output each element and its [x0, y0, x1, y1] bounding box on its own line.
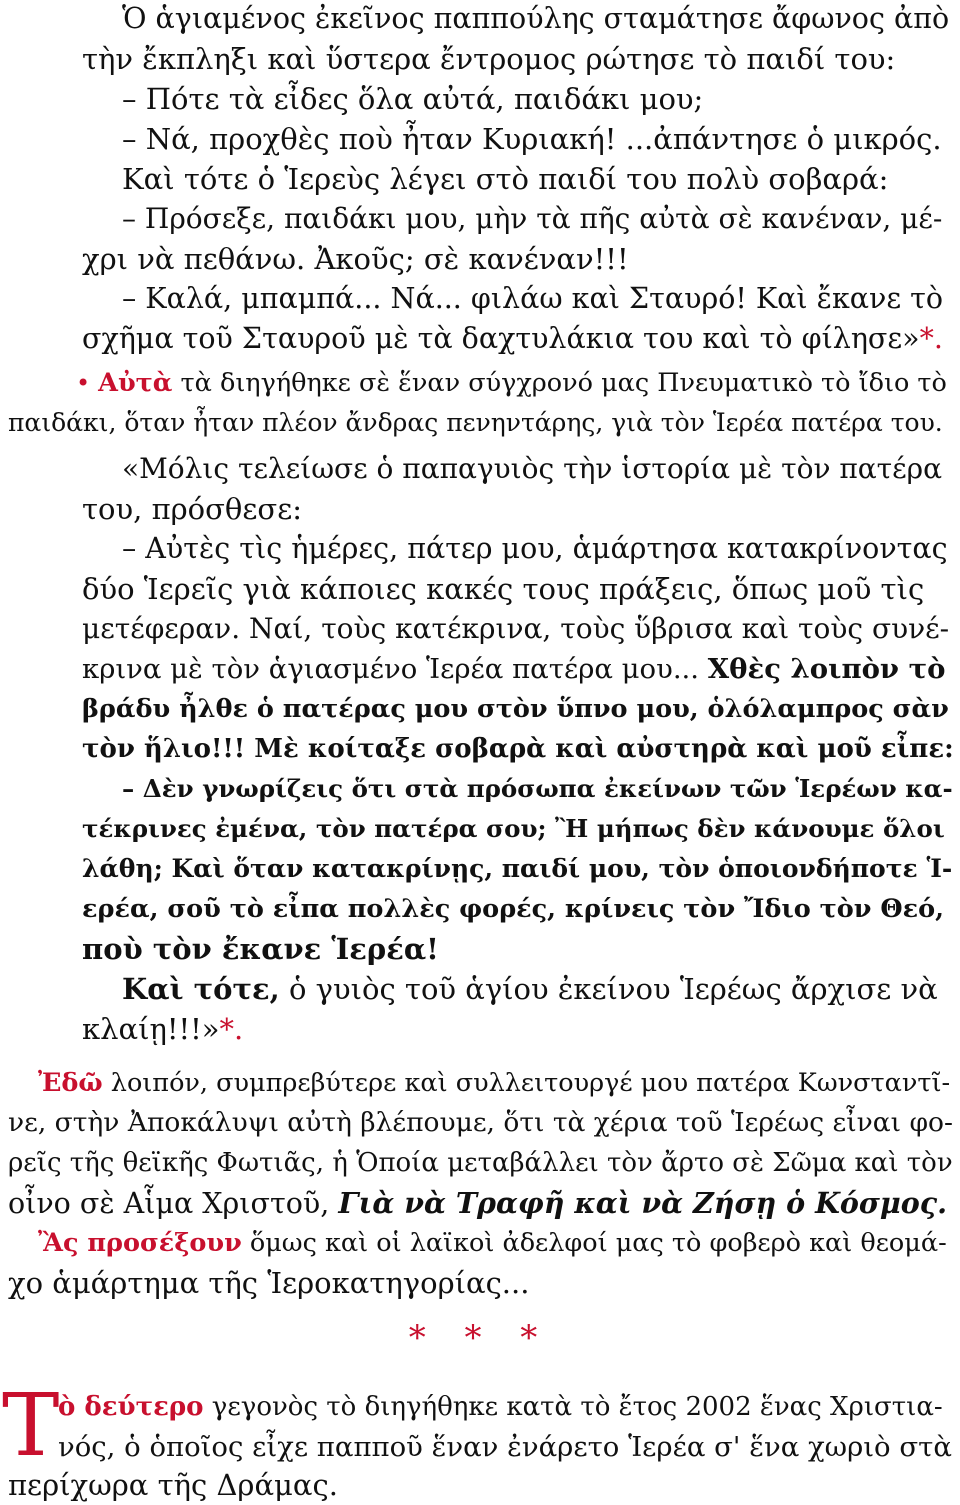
- text-line: ρεῖς τῆς θεϊκῆς Φωτιᾶς, ἡ Ὁποία μεταβάλλει τὸν ἄρτο σὲ Σῶμα καὶ τὸν: [8, 1148, 953, 1178]
- text-segment: σχῆμα τοῦ Σταυροῦ μὲ τὰ δαχτυλάκια του καὶ τὸ φίλησε»: [82, 322, 920, 355]
- text-line: – Πρόσεξε, παιδάκι μου, μὴν τὰ πῆς αὐτὰ σὲ κανέναν, μέ-: [122, 202, 943, 235]
- text-line: – Αὐτὲς τὶς ἡμέρες, πάτερ μου, ἁμάρτησα κατακρίνοντας: [122, 532, 948, 565]
- drop-cap: Τ: [2, 1376, 60, 1476]
- text-line: [82, 650, 945, 688]
- text-segment: τὰ διηγήθηκε σὲ ἕναν σύγχρονό μας Πνευματικὸ τὸ ἴδιο τὸ: [172, 368, 947, 398]
- text-line: – Πότε τὰ εἶδες ὅλα αὐτά, παιδάκι μου;: [122, 82, 704, 116]
- text-line: «Μόλις τελείωσε ὁ παπαγυιὸς τὴν ἱστορία μὲ τὸν πατέρα: [122, 452, 943, 485]
- text-line: δύο Ἱερεῖς γιὰ κάποιες κακές τους πράξεις, ὅπως μοῦ τὶς: [82, 572, 925, 606]
- footnote-marker: *.: [219, 1012, 244, 1046]
- text-segment: γεγονὸς τὸ διηγήθηκε κατὰ τὸ ἔτος 2002 ἕνας Χριστια-: [203, 1392, 943, 1422]
- text-line: Ὁ ἁγιαμένος ἐκεῖνος παππούλης σταμάτησε ἄφωνος ἀπὸ: [122, 2, 950, 35]
- section-separator: * * *: [408, 1318, 552, 1358]
- text-line: – Καλά, μπαμπά... Νά... φιλάω καὶ Σταυρό! Καὶ ἔκανε τὸ: [122, 282, 944, 315]
- text-line: [82, 1010, 243, 1048]
- text-line: τὴν ἔκπληξι καὶ ὕστερα ἔντρομος ρώτησε τὸ παιδί του:: [82, 42, 896, 76]
- text-line: βράδυ ἦλθε ὁ πατέρας μου στὸν ὕπνο μου, ὁλόλαμπρος σὰν: [82, 694, 949, 724]
- text-line: Καὶ τότε ὁ Ἱερεὺς λέγει στὸ παιδί του πολὺ σοβαρά:: [122, 162, 889, 196]
- text-line: [122, 970, 938, 1008]
- text-segment: κλαίῃ!!!»: [82, 1012, 220, 1046]
- text-segment: κρινα μὲ τὸν ἁγιασμένο Ἱερέα πατέρα μου...: [82, 653, 708, 685]
- text-line: [76, 364, 947, 402]
- text-line: περίχωρα τῆς Δράμας.: [8, 1468, 338, 1502]
- bold-segment: Χθὲς λοιπὸν τὸ: [707, 653, 946, 685]
- text-line: [8, 1184, 947, 1223]
- text-line: χο ἁμάρτημα τῆς Ἱεροκατηγορίας...: [8, 1266, 530, 1300]
- text-line: νε, στὴν Ἀποκάλυψι αὐτὴ βλέπουμε, ὅτι τὰ χέρια τοῦ Ἱερέως εἶναι φο-: [8, 1107, 953, 1138]
- text-line: ερέα, σοῦ τὸ εἶπα πολλὲς φορές, κρίνεις τὸν Ἴδιο τὸν Θεό,: [82, 894, 944, 924]
- text-line: του, πρόσθεσε:: [82, 492, 303, 526]
- text-line: λάθη; Καὶ ὅταν κατακρίνῃς, παιδί μου, τὸν ὁποιονδήποτε Ἱ-: [82, 854, 953, 883]
- bold-segment: Καὶ τότε,: [122, 972, 280, 1006]
- text-line: μετέφεραν. Ναί, τοὺς κατέκρινα, τοὺς ὕβρισα καὶ τοὺς συνέ-: [82, 612, 950, 645]
- text-line: [38, 1224, 947, 1262]
- text-line: [58, 1388, 943, 1426]
- text-segment: λοιπόν, συμπρεβύτερε καὶ συλλειτουργέ μου πατέρα Κωνσταντῖ-: [102, 1068, 951, 1098]
- text-line: τὸν ἥλιο!!! Μὲ κοίταξε σοβαρὰ καὶ αὐστηρὰ καὶ μοῦ εἶπε:: [82, 734, 954, 764]
- lead-word: Ἂς προσέξουν: [38, 1228, 242, 1258]
- text-line: – Δὲν γνωρίζεις ὅτι στὰ πρόσωπα ἐκείνων τῶν Ἱερέων κα-: [122, 774, 953, 803]
- bold-italic-segment: Γιὰ νὰ Τραφῆ καὶ νὰ Ζήσῃ ὁ Κόσμος.: [338, 1186, 948, 1220]
- text-segment: ὁ γυιὸς τοῦ ἁγίου ἐκείνου Ἱερέως ἄρχισε νὰ: [279, 972, 938, 1006]
- text-line: [82, 320, 943, 358]
- lead-word: Ἐδῶ: [38, 1068, 103, 1098]
- text-line: χρι νὰ πεθάνω. Ἀκοῦς; σὲ κανέναν!!!: [82, 242, 629, 276]
- lead-word: Αὐτὰ: [98, 368, 173, 398]
- text-line: νός, ὁ ὁποῖος εἶχε παπποῦ ἕναν ἐνάρετο Ἱερέα σ' ἕνα χωριὸ στὰ: [58, 1431, 952, 1463]
- text-segment: οἶνο σὲ Αἷμα Χριστοῦ,: [8, 1187, 339, 1220]
- text-segment: ὅμως καὶ οἱ λαϊκοὶ ἀδελφοί μας τὸ φοβερὸ καὶ θεομά-: [241, 1228, 947, 1258]
- text-line: ποὺ τὸν ἔκανε Ἱερέα!: [82, 932, 439, 966]
- footnote-marker: *.: [919, 322, 943, 355]
- text-line: – Νά, προχθὲς ποὺ ἦταν Κυριακή! ...ἀπάντησε ὁ μικρός.: [122, 122, 942, 156]
- text-line: τέκρινες ἐμένα, τὸν πατέρα σου; Ἢ μήπως δὲν κάνουμε ὅλοι: [82, 814, 945, 843]
- text-line: παιδάκι, ὅταν ἦταν πλέον ἄνδρας πενηντάρης, γιὰ τὸν Ἱερέα πατέρα του.: [8, 408, 943, 437]
- bullet-icon: •: [76, 369, 91, 397]
- text-line: [38, 1064, 950, 1102]
- lead-word: ὸ δεύτερο: [58, 1392, 204, 1422]
